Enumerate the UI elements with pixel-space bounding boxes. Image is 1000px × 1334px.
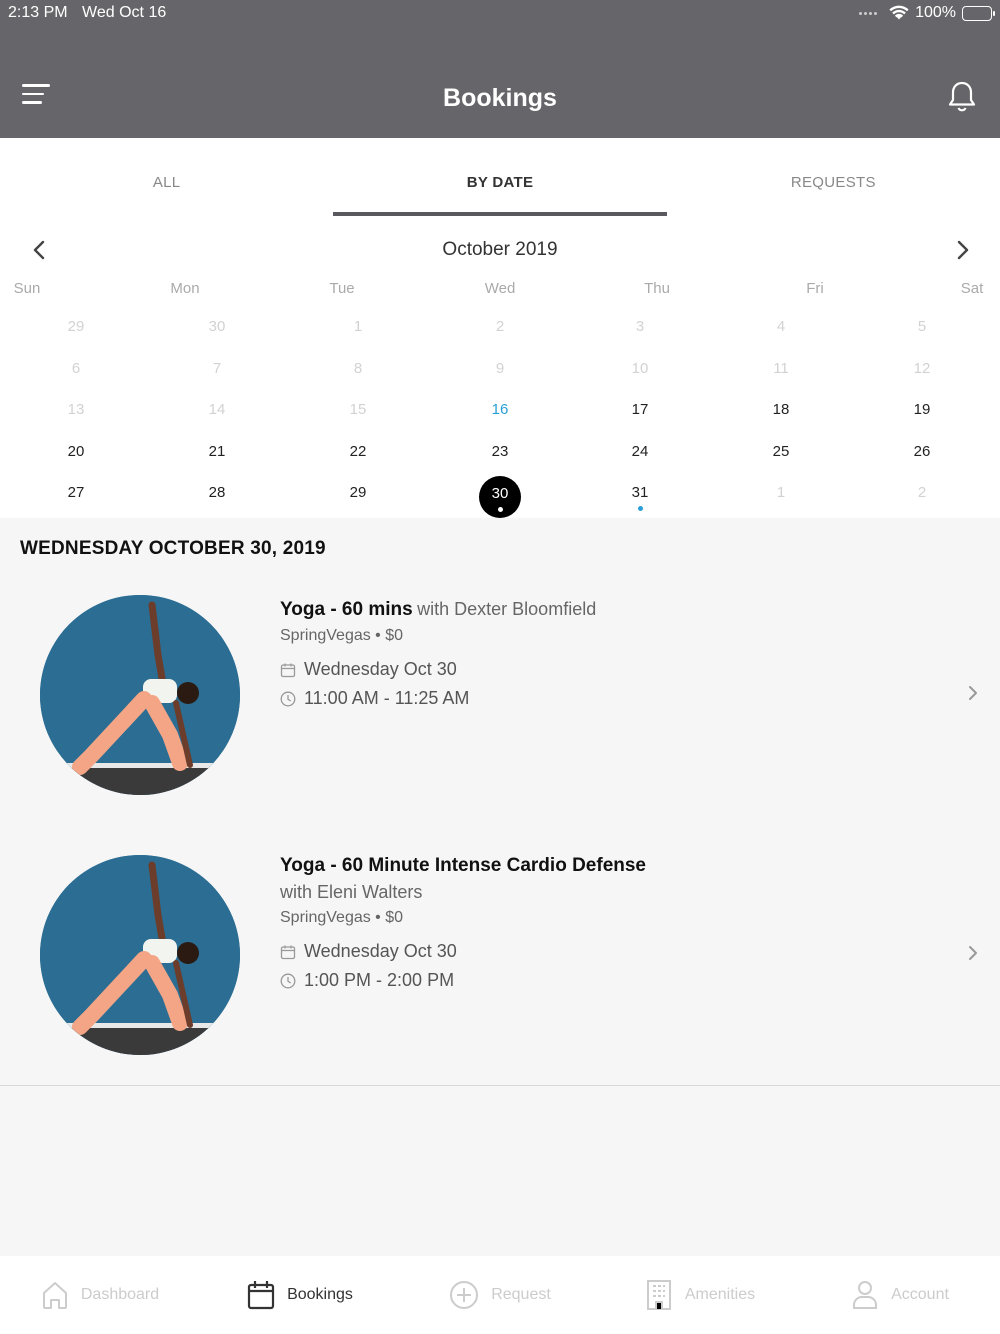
calendar-day[interactable]: 31 [620, 484, 660, 501]
calendar-day: 10 [631, 359, 649, 377]
calendar-day: 11 [773, 359, 789, 377]
booking-date: Wednesday Oct 30 [304, 659, 457, 679]
booking-venue: SpringVegas • $0 [280, 627, 404, 644]
yoga-photo-image [40, 595, 240, 795]
nav-account-label: Account [891, 1286, 949, 1303]
booking-time: 1:00 PM - 2:00 PM [304, 970, 455, 990]
battery-icon [962, 6, 992, 21]
nav-request-label: Request [491, 1286, 551, 1303]
calendar-day: 8 [353, 359, 363, 377]
nav-account[interactable] [800, 1256, 1000, 1334]
calendar-day[interactable]: 18 [772, 401, 790, 418]
booking-title: Yoga - 60 Minute Intense Cardio Defense [280, 855, 647, 876]
calendar-day: 29 [67, 318, 85, 335]
building-icon [645, 1279, 673, 1311]
calendar-week-row [0, 310, 1000, 352]
nav-bookings-label: Bookings [287, 1286, 353, 1303]
tab-all[interactable]: ALL [152, 174, 181, 191]
status-time: 2:13 PM [8, 4, 68, 21]
booking-info [280, 596, 596, 713]
booking-time-line [280, 684, 596, 713]
weekday-header [0, 280, 1000, 298]
calendar-day[interactable]: 21 [208, 442, 226, 460]
clock-icon [280, 691, 296, 707]
status-bar-right [859, 4, 992, 22]
calendar-icon [247, 1280, 275, 1310]
calendar-day: 4 [776, 318, 786, 335]
weekday-label: Sat [960, 280, 984, 297]
booking-tabs [0, 138, 1000, 218]
nav-amenities[interactable] [600, 1256, 800, 1334]
booking-date-line [280, 655, 596, 684]
calendar-day[interactable]: 22 [349, 442, 367, 460]
calendar-day: 2 [495, 318, 505, 335]
bottom-tab-bar [0, 1256, 1000, 1334]
calendar-day: 30 [208, 318, 226, 335]
calendar-day[interactable]: 24 [631, 442, 649, 460]
calendar-week-row [0, 352, 1000, 394]
month-calendar [0, 218, 1000, 518]
weekday-label: Fri [806, 280, 824, 297]
nav-bookings[interactable] [200, 1256, 400, 1334]
calendar-day: 12 [913, 359, 931, 377]
tab-requests[interactable]: REQUESTS [790, 174, 876, 191]
home-icon [41, 1280, 69, 1310]
booking-date: Wednesday Oct 30 [304, 941, 457, 961]
booking-venue: SpringVegas • $0 [280, 909, 404, 926]
calendar-day: 7 [212, 359, 222, 377]
app-header [0, 0, 1000, 138]
calendar-day: 1 [353, 318, 363, 335]
calendar-day: 3 [635, 318, 645, 335]
plus-circle-icon [449, 1280, 479, 1310]
calendar-day: 13 [67, 401, 85, 418]
calendar-day: 14 [208, 401, 226, 418]
calendar-day[interactable]: 28 [208, 484, 226, 501]
nav-dashboard[interactable] [0, 1256, 200, 1334]
calendar-day[interactable]: 16 [491, 401, 509, 418]
status-bar-left [8, 4, 176, 22]
nav-request[interactable] [400, 1256, 600, 1334]
booking-instructor: with Eleni Walters [280, 882, 423, 902]
booking-card[interactable] [0, 848, 1000, 1088]
calendar-day[interactable]: 26 [913, 442, 931, 460]
nav-dashboard-label: Dashboard [80, 1286, 160, 1303]
calendar-day: 6 [71, 359, 81, 377]
booking-card[interactable] [0, 588, 1000, 828]
calendar-grid [0, 310, 1000, 518]
calendar-day[interactable]: 27 [67, 484, 85, 501]
status-date: Wed Oct 16 [82, 4, 167, 21]
calendar-week-row [0, 435, 1000, 477]
page-title: Bookings [443, 84, 557, 112]
calendar-day: 15 [349, 401, 367, 418]
chevron-right-icon[interactable] [950, 238, 974, 262]
calendar-day[interactable]: 23 [491, 442, 509, 460]
bookings-list [0, 518, 1000, 1086]
calendar-day[interactable]: 20 [67, 442, 85, 460]
calendar-day: 2 [917, 484, 927, 501]
booking-instructor: with Dexter Bloomfield [417, 599, 597, 619]
booking-title: Yoga - 60 mins [280, 599, 413, 620]
calendar-day[interactable]: 17 [631, 401, 649, 418]
class-photo [40, 595, 240, 795]
booking-date-line [280, 937, 646, 966]
calendar-day[interactable]: 25 [772, 442, 790, 460]
calendar-day: 9 [495, 359, 505, 377]
calendar-day: 5 [917, 318, 927, 335]
booking-time-line [280, 966, 646, 995]
calendar-day[interactable]: 30 [479, 476, 521, 518]
selected-date-heading: WEDNESDAY OCTOBER 30, 2019 [20, 538, 326, 559]
yoga-photo-image [40, 855, 240, 1055]
class-photo [40, 855, 240, 1055]
calendar-small-icon [280, 662, 296, 678]
calendar-small-icon [280, 944, 296, 960]
wifi-icon [889, 5, 909, 21]
nav-amenities-label: Amenities [684, 1286, 756, 1303]
weekday-label: Wed [484, 280, 516, 297]
chevron-right-icon[interactable] [966, 684, 980, 702]
clock-icon [280, 973, 296, 989]
calendar-month-label: October 2019 [442, 239, 558, 260]
calendar-day: 1 [776, 484, 786, 501]
bell-icon[interactable] [946, 80, 978, 114]
weekday-label: Mon [170, 280, 200, 297]
booking-info [280, 853, 646, 995]
weekday-label: Tue [329, 280, 355, 297]
weekday-label: Thu [644, 280, 670, 297]
user-icon [851, 1280, 879, 1310]
tab-by-date[interactable]: BY DATE [333, 138, 666, 218]
calendar-week-row [0, 476, 1000, 518]
weekday-label: Sun [13, 280, 41, 297]
cellular-signal-icon [859, 12, 877, 15]
calendar-day[interactable]: 29 [349, 484, 367, 501]
chevron-right-icon[interactable] [966, 944, 980, 962]
booking-time: 11:00 AM - 11:25 AM [304, 688, 470, 708]
calendar-day[interactable]: 19 [913, 401, 931, 418]
battery-percent: 100% [915, 4, 956, 21]
calendar-week-row [0, 393, 1000, 435]
